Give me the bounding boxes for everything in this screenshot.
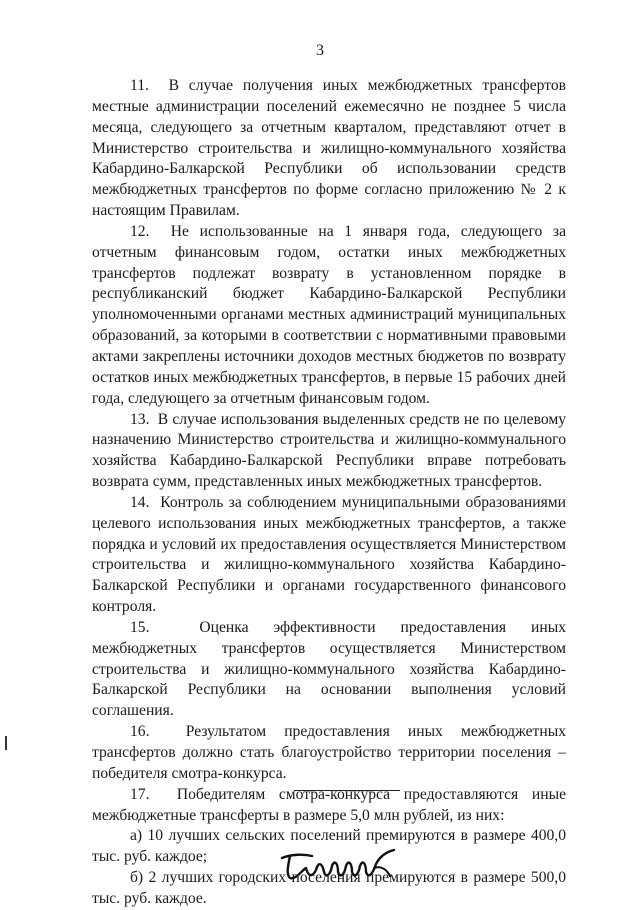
paragraph-16: 16. Результатом предоставления иных межбюджетных трансфертов должно стать благоустройство территории поселения – победителя смотра-конкурса. [92,723,566,782]
end-separator-line [294,790,400,791]
paragraph-12: 12. Не использованные на 1 января года, следующего за отчетным финансовым годом, остатки иных межбюджетных трансфертов подлежат возврату в установленном порядке в республиканский бюджет Кабардино-Балкарской Республики уполномоченными органами местных администраций муниципальных образований, за которыми в соответствии с нормативными правовыми актами закреплены источники доходов местных бюджетов по возврату остатков иных межбюджетных трансфертов, в первые 15 рабочих дней года, следующего за отчетным финансовым годом. [92,222,566,407]
handwritten-signature-icon [272,846,422,886]
margin-mark [5,736,7,750]
paragraph-17: 17. Победителям смотра-конкурса предоставляются иные межбюджетные трансферты в размере 5,0 млн рублей, из них: [92,785,566,824]
paragraph-14: 14. Контроль за соблюдением муниципальными образованиями целевого использования иных межбюджетных трансфертов, а также порядка и условий их предоставления осуществляется Министерством строительства и жилищно-коммунального хозяйства Кабардино-Балкарской Республики и органами государственного финансового контроля. [92,493,566,616]
paragraph-11: 11. В случае получения иных межбюджетных трансфертов местные администрации поселений ежемесячно не позднее 5 числа месяца, следующего за отчетным кварталом, представляют отчет в Министерство строительства и жилищно-коммунального хозяйства Кабардино-Балкарской Республики об использовании средств межбюджетных трансфертов по форме согласно приложению № 2 к настоящим Правилам. [92,77,566,220]
paragraph-17-item-a: а) 10 лучших сельских поселений премируются в размере 400,0 тыс. руб. каждое; [92,827,566,866]
paragraph-13: 13. В случае использования выделенных средств не по целевому назначению Министерство строительства и жилищно-коммунального хозяйства Кабардино-Балкарской Республики вправе потребовать возврата сумм, представленных иных межбюджетных трансфертов. [92,410,566,491]
page-number: 3 [316,42,324,59]
paragraph-15: 15. Оценка эффективности предоставления иных межбюджетных трансфертов осуществляется Министерством строительства и жилищно-коммунального хозяйства Кабардино-Балкарской Республики на основании выполнения условий соглашения. [92,618,566,720]
paragraph-17-item-b: б) 2 лучших городских поселения премируются в размере 500,0 тыс. руб. каждое. [92,869,566,907]
document-body [92,76,566,910]
